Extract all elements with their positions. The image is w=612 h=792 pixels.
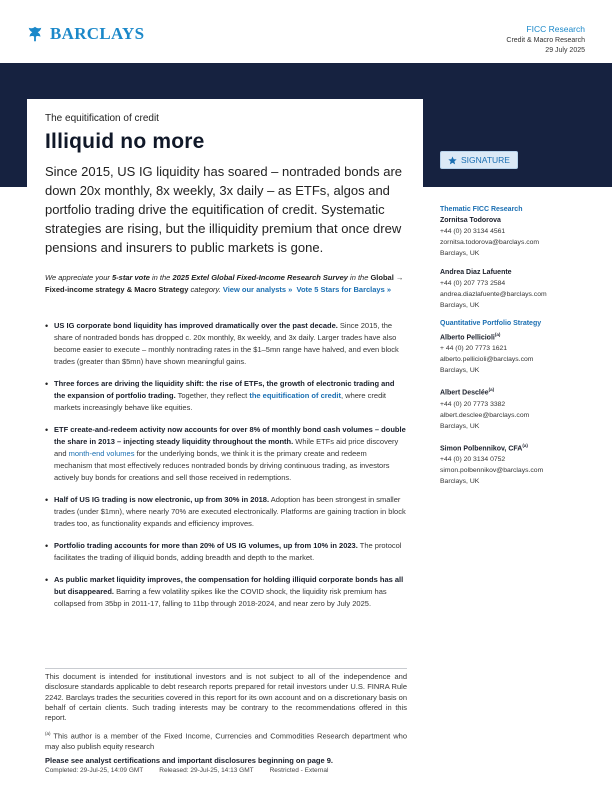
disclaimer: This document is intended for institutional investors and is not subject to all of the independence and disclosure standards applicable to debt research reports prepared for retail investors under U.S. FINRA Rule 2242. Barclays trades the securities covered in this report for its own account and on a discretionary basis on behalf of certain clients. Such trading interests may be contrary to the recommendations offered in this report. [45,672,407,723]
analyst-location: Barclays, UK [440,422,480,430]
bullet-lead: US IG corporate bond liquidity has improved dramatically over the past decade. [54,321,338,330]
bullet-lead: Half of US IG trading is now electronic, up from 30% in 2018. [54,495,270,504]
view-analysts-link[interactable]: View our analysts » [222,285,293,294]
released-time: Released: 29-Jul-25, 14:13 GMT [159,767,254,774]
vote-link[interactable]: Vote 5 Stars for Barclays » [296,285,392,294]
analyst-card [440,441,600,487]
equitification-link[interactable]: the equitification of credit [249,391,341,400]
report-date: 29 July 2025 [545,47,585,54]
analyst-location: Barclays, UK [440,302,480,309]
eagle-icon [26,25,44,43]
bullet-lead: ETF create-and-redeem activity now accounts for over 8% of monthly bond cash volumes – double the share in 2013 – injecting steady liquidity throughout the month. [54,425,406,446]
analyst-email[interactable]: andrea.diazlafuente@barclays.com [440,291,547,298]
list-item [45,378,407,414]
barclays-logo[interactable] [26,24,144,44]
bullet-lead: As public market liquidity improves, the compensation for holding illiquid corporate bonds has all but disappeared. [54,575,404,596]
analyst-email[interactable]: simon.polbennikov@barclays.com [440,466,544,474]
team-title: Quantitative Portfolio Strategy [440,320,542,327]
list-item [45,540,407,564]
completed-time: Completed: 29-Jul-25, 14:09 GMT [45,767,144,774]
list-item [45,574,407,610]
analyst-marker: (a) [522,442,528,448]
certifications-note: Please see analyst certifications and important disclosures beginning on page 9. [45,756,333,765]
analyst-email[interactable]: alberto.pellicioli@barclays.com [440,356,534,364]
page-title: Illiquid no more [45,130,205,153]
analyst-marker: (a) [494,332,501,337]
vote-text: category [188,285,219,294]
divider [45,668,407,669]
analyst-card [440,385,600,431]
signature-badge [440,151,518,169]
vote-paragraph [45,272,405,296]
bullet-body: The protocol facilitates the trading of illiquid bonds, adding breadth and depth to the market. [54,541,402,562]
vote-text: . [218,285,223,294]
restriction-label: Restricted - External [269,767,329,774]
analyst-marker: (a) [488,387,495,393]
hero-card [27,99,423,267]
signature-label: SIGNATURE [461,155,510,165]
summary: Since 2015, US IG liquidity has soared – nontraded bonds are down 20x monthly, 8x weekly, 3x daily – as ETFs, algos and portfolio trading drive the equitification of credit. Systematic strategies are rising, but the illiquidity premium that once drew pensions and insurers to public markets is gone. [45,164,403,255]
analyst-name: Albert Desclée [440,389,489,397]
analyst-sidebar [440,206,600,496]
analyst-card [440,330,600,376]
analyst-phone: +44 (0) 207 773 2584 [440,280,506,287]
analyst-name: Andrea Diaz Lafuente [440,269,512,276]
bullet-body: Together, they reflect [175,391,250,400]
analyst-email[interactable]: albert.desclee@barclays.com [440,411,530,419]
analyst-location: Barclays, UK [440,477,480,485]
list-item [45,494,407,530]
vote-text: in the [149,273,173,282]
vote-text: in the [347,273,371,282]
survey-category: Global → Fixed-income strategy & Macro Strategy [45,273,404,294]
analyst-name: Alberto Pellicioli [440,334,495,342]
analyst-name-row [440,441,600,454]
bullet-body: Adoption has been strongest in smaller trades (under $1mn), where nearly 70% are executed electronically. Platforms are gaining traction in block trades too, as functionality expands and efficiency improves. [54,495,406,528]
analyst-phone: + 44 (0) 20 7773 1621 [440,345,508,353]
analyst-location: Barclays, UK [440,250,480,257]
bullet-body: Since 2015, the share of nontraded bonds has dropped c. 20x monthly, 8x weekly, and 3x daily. Larger trades have also become easier to execute – monthly nontrading rates in the $1–5mn range have halved, and even block trades (greater than $5mn) have shown meaningful gains. [54,321,399,366]
bullet-lead: Portfolio trading accounts for more than 20% of US IG volumes, up from 10% in 2023. [54,541,358,550]
vote-text: We appreciate your [45,273,112,282]
analyst-phone: +44 (0) 20 3134 4561 [440,228,506,235]
bullet-body: While ETFs aid price discovery and [54,437,399,458]
bullet-body: Barring a few volatility spikes like the COVID shock, the liquidity risk premium has collapsed from 35bp in 2011-17, falling to 11bp through 2018-2024, and near zero by July 2025. [54,587,387,608]
author-note [45,729,407,752]
report-meta [506,24,585,54]
analyst-name: Zornitsa Todorova [440,217,501,224]
list-item [45,424,407,484]
analyst-name: Simon Polbennikov, CFA [440,444,523,452]
analyst-card [440,216,600,259]
team-title: Thematic FICC Research [440,206,523,213]
list-item [45,320,407,368]
analyst-name-row [440,330,600,343]
analyst-name-row [440,385,600,398]
bullet-lead: Three forces are driving the liquidity shift: the rise of ETFs, the growth of electronic trading and the expansion of portfolio trading. [54,379,395,400]
analyst-phone: +44 (0) 20 3134 0752 [440,455,506,463]
key-points [45,320,407,620]
note-text: This author is a member of the Fixed Income, Currencies and Commodities Research department who may also publish equity research [45,731,407,751]
analyst-email[interactable]: zornitsa.todorova@barclays.com [440,239,540,246]
analyst-card [440,268,600,311]
bullet-body: for the underlying bonds, we think it is the primary create and redeem mechanism that most effectively reduces nontraded bonds by driving continuous trading, as investors actively buy bonds for creations and sell those received in redemptions. [54,449,390,482]
bullet-body: , where credit markets increasingly behave like equities. [54,391,387,412]
report-category: FICC Research [526,24,585,34]
survey-name: 2025 Extel Global Fixed-Income Research Survey [172,273,348,282]
brand-name: BARCLAYS [50,24,145,43]
month-end-volumes-link[interactable]: month-end volumes [68,449,135,458]
star-icon [448,156,457,165]
analyst-location: Barclays, UK [440,367,480,375]
vote-rating: 5-star vote [111,273,150,282]
report-subcategory: Credit & Macro Research [506,37,585,44]
note-marker: (a) [45,731,51,736]
kicker: The equitification of credit [45,113,159,124]
analyst-phone: +44 (0) 20 7773 3382 [440,400,506,408]
release-info [45,767,328,774]
